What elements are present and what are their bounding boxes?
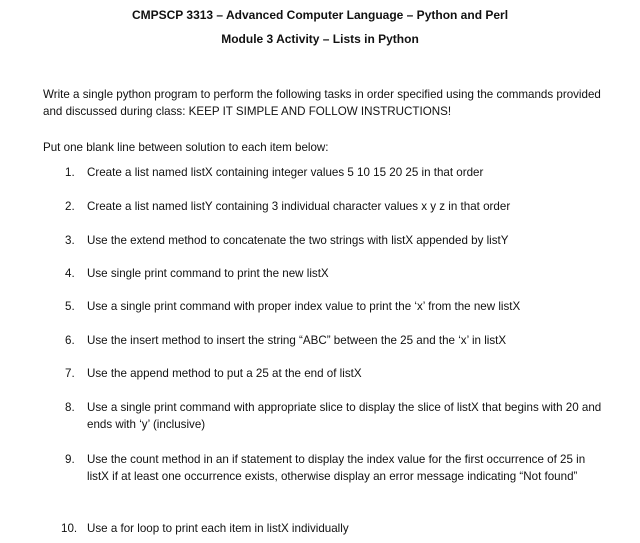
list-item (65, 332, 605, 349)
list-item (65, 164, 605, 181)
item-text: Use the append method to put a 25 at the end of listX (87, 367, 362, 380)
intro-paragraph: Write a single python program to perform the following tasks in order specified using the commands provided and discussed during class: KEEP IT SIMPLE AND FOLLOW INSTRUCTIONS! (43, 88, 601, 118)
item-number: 10. (61, 522, 78, 535)
list-item (65, 451, 605, 485)
item-number: 1. (65, 166, 75, 179)
item-text: Use the insert method to insert the string “ABC” between the 25 and the ‘x’ in listX (87, 334, 507, 347)
list-item (65, 399, 605, 433)
item-number: 2. (65, 200, 75, 213)
item-text: Use a single print command with proper index value to print the ‘x’ from the new listX (87, 300, 521, 313)
item-number: 6. (65, 334, 75, 347)
item-text: Use a single print command with appropriate slice to display the slice of listX that begins with 20 and ends with ‘y’ (inclusive) (87, 401, 602, 431)
item-number: 8. (65, 401, 75, 414)
course-title: CMPSCP 3313 – Advanced Computer Language – Python and Perl (131, 8, 509, 22)
module-title: Module 3 Activity – Lists in Python (221, 32, 419, 46)
blank-line-note: Put one blank line between solution to each item below: (43, 141, 329, 154)
list-item (65, 365, 605, 382)
item-text: Use a for loop to print each item in listX individually (87, 522, 349, 535)
list-item (65, 232, 605, 249)
item-number: 3. (65, 234, 75, 247)
item-number: 4. (65, 267, 75, 280)
item-text: Use single print command to print the new listX (87, 267, 329, 280)
item-text: Create a list named listX containing integer values 5 10 15 20 25 in that order (87, 166, 484, 179)
item-text: Create a list named listY containing 3 individual character values x y z in that order (87, 200, 511, 213)
list-item (61, 520, 601, 537)
item-number: 9. (65, 453, 75, 466)
item-text: Use the count method in an if statement to display the index value for the first occurrence of 25 in listX if at least one occurrence exists, otherwise display an error message indicating “Not found” (87, 453, 586, 483)
item-number: 7. (65, 367, 75, 380)
list-item (65, 198, 605, 215)
item-text: Use the extend method to concatenate the two strings with listX appended by listY (87, 234, 509, 247)
list-item (65, 298, 605, 315)
item-number: 5. (65, 300, 75, 313)
list-item (65, 265, 605, 282)
